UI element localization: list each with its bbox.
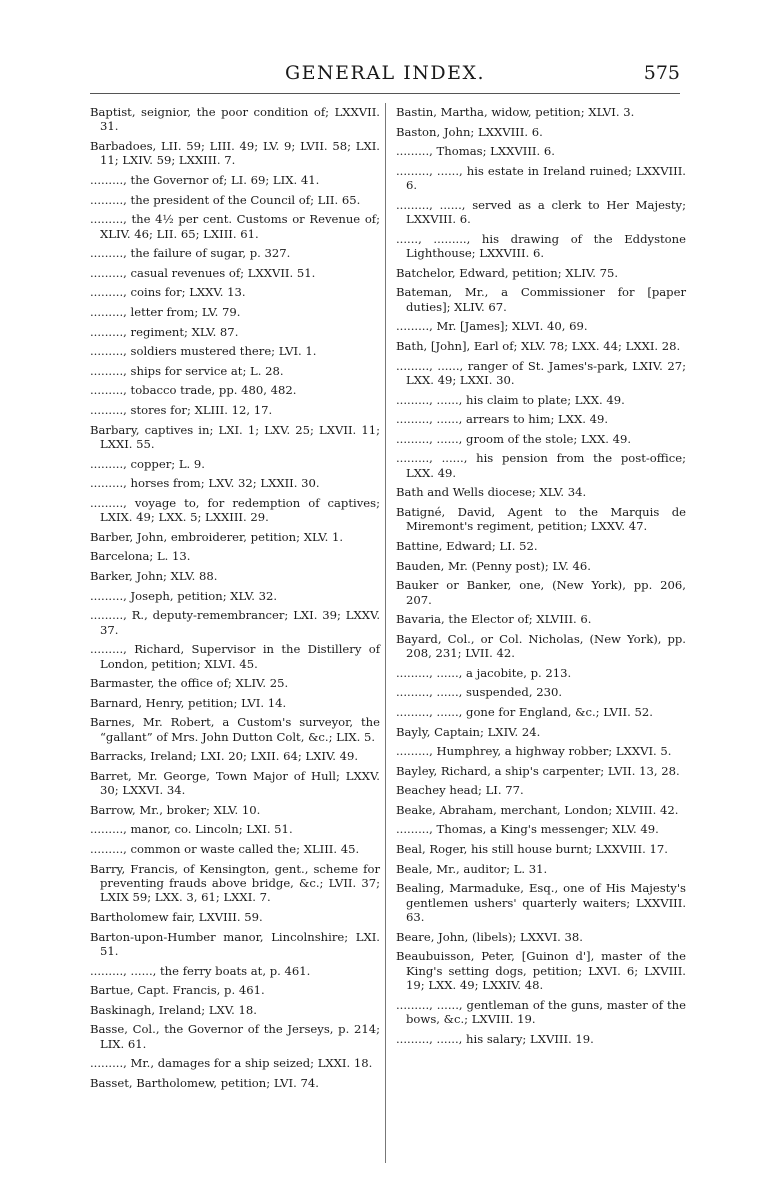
index-entry: ........., ......, his estate in Ireland ruined; LXXVIII. 6. bbox=[396, 163, 686, 193]
index-entry: Barbary, captives in; LXI. 1; LXV. 25; LXVII. 11; LXXI. 55. bbox=[90, 422, 380, 451]
index-entry: Barry, Francis, of Kensington, gent., scheme for preventing frauds above bridge, &c.; LVII. 37; LXIX 59; LXX. 3, 61; LXXI. 7. bbox=[90, 861, 380, 905]
page-header bbox=[90, 62, 680, 96]
index-entry: Beake, Abraham, merchant, London; XLVIII. 42. bbox=[396, 802, 679, 817]
index-entry: Barrow, Mr., broker; XLV. 10. bbox=[90, 802, 261, 817]
index-entry: ........., coins for; LXXV. 13. bbox=[90, 285, 246, 300]
index-entry: ........., casual revenues of; LXXVII. 51. bbox=[90, 265, 316, 280]
index-entry: ........., R., deputy-remembrancer; LXI. 39; LXXV. 37. bbox=[90, 608, 380, 637]
index-entry: Bayard, Col., or Col. Nicholas, (New York), pp. 208, 231; LVII. 42. bbox=[396, 631, 686, 661]
index-entry: ........., ......, groom of the stole; LXX. 49. bbox=[396, 431, 632, 446]
index-entry: ........., stores for; XLIII. 12, 17. bbox=[90, 402, 273, 417]
index-entry: ........., ......, arrears to him; LXX. 49. bbox=[396, 412, 609, 427]
index-entry: Beale, Mr., auditor; L. 31. bbox=[396, 861, 548, 876]
index-entry: Bateman, Mr., a Commissioner for [paper duties]; XLIV. 67. bbox=[396, 285, 686, 314]
index-entry: ........., letter from; LV. 79. bbox=[90, 304, 241, 319]
index-entry: ........., ......, gentleman of the guns, master of the bows, &c.; LXVIII. 19. bbox=[396, 997, 686, 1027]
index-entry: ........., manor, co. Lincoln; LXI. 51. bbox=[90, 822, 293, 837]
index-entry: Beaubuisson, Peter, [Guinon d'], master of the King's setting dogs, petition; LXVI. 6; LXVIII. 19; LXX. 49; LXXIV. 48. bbox=[396, 949, 686, 993]
index-entry: Barmaster, the office of; XLIV. 25. bbox=[90, 676, 289, 691]
index-entry: ........., Mr. [James]; XLVI. 40, 69. bbox=[396, 319, 588, 334]
index-entry: ........., common or waste called the; XLIII. 45. bbox=[90, 842, 360, 857]
index-entry: Baskinagh, Ireland; LXV. 18. bbox=[90, 1002, 257, 1017]
index-entry: ........., ......, suspended, 230. bbox=[396, 685, 563, 700]
index-entry: Bealing, Marmaduke, Esq., one of His Majesty's gentlemen ushers' quarterly waiters; LXXVIII. 63. bbox=[396, 881, 686, 925]
index-entry: ........., ......, his salary; LXVIII. 19. bbox=[396, 1031, 594, 1046]
index-entry: Batigné, David, Agent to the Marquis de Miremont's regiment, petition; LXXV. 47. bbox=[396, 504, 686, 534]
index-column-right bbox=[396, 105, 686, 1051]
index-entry: ........., Mr., damages for a ship seized; LXXI. 18. bbox=[90, 1056, 373, 1071]
page-title: GENERAL INDEX. bbox=[284, 62, 486, 84]
index-entry: Beachey head; LI. 77. bbox=[396, 783, 524, 798]
index-entry: ........., ......, the ferry boats at, p. 461. bbox=[90, 963, 311, 978]
index-entry: Bath, [John], Earl of; XLV. 78; LXX. 44; LXXI. 28. bbox=[396, 338, 681, 353]
index-entry: Baston, John; LXXVIII. 6. bbox=[396, 124, 543, 139]
index-entry: Baptist, seignior, the poor condition of; LXXVII. 31. bbox=[90, 105, 380, 134]
index-entry: Bartholomew fair, LXVIII. 59. bbox=[90, 910, 263, 925]
index-entry: Beal, Roger, his still house burnt; LXXVIII. 17. bbox=[396, 842, 668, 857]
index-entry: ........., ......, gone for England, &c.; LVII. 52. bbox=[396, 704, 653, 719]
index-entry: ........., tobacco trade, pp. 480, 482. bbox=[90, 383, 297, 398]
index-entry: Barker, John; XLV. 88. bbox=[90, 568, 218, 583]
index-entry: Battine, Edward; LI. 52. bbox=[396, 538, 538, 553]
index-entry: Bath and Wells diocese; XLV. 34. bbox=[396, 485, 587, 500]
index-entry: ........., horses from; LXV. 32; LXXII. 30. bbox=[90, 476, 320, 491]
index-entry: Barton-upon-Humber manor, Lincolnshire; LXI. 51. bbox=[90, 929, 380, 959]
index-entry: ........., Thomas, a King's messenger; XLV. 49. bbox=[396, 822, 659, 837]
index-entry: Bavaria, the Elector of; XLVIII. 6. bbox=[396, 612, 592, 627]
index-entry: Barcelona; L. 13. bbox=[90, 549, 191, 564]
index-entry: ........., Joseph, petition; XLV. 32. bbox=[90, 588, 278, 603]
page-number: 575 bbox=[643, 62, 680, 84]
index-entry: Basse, Col., the Governor of the Jerseys, p. 214; LIX. 61. bbox=[90, 1022, 380, 1051]
index-entry: ......, ........., his drawing of the Eddystone Lighthouse; LXXVIII. 6. bbox=[396, 231, 686, 261]
index-column-left bbox=[90, 105, 380, 1096]
index-entry: Bayley, Richard, a ship's carpenter; LVII. 13, 28. bbox=[396, 763, 680, 778]
index-entry: Barracks, Ireland; LXI. 20; LXII. 64; LXIV. 49. bbox=[90, 749, 359, 764]
index-entry: Barber, John, embroiderer, petition; XLV. 1. bbox=[90, 529, 344, 544]
index-entry: ........., the 4½ per cent. Customs or Revenue of; XLIV. 46; LII. 65; LXIII. 61. bbox=[90, 212, 380, 241]
index-entry: Basset, Bartholomew, petition; LVI. 74. bbox=[90, 1076, 319, 1091]
index-entry: ........., the failure of sugar, p. 327. bbox=[90, 246, 291, 261]
index-entry: Barbadoes, LII. 59; LIII. 49; LV. 9; LVII. 58; LXI. 11; LXIV. 59; LXXIII. 7. bbox=[90, 139, 380, 168]
index-entry: Barnes, Mr. Robert, a Custom's surveyor, the “gallant” of Mrs. John Dutton Colt, &c.; LIX. 5. bbox=[90, 715, 380, 744]
index-entry: Bastin, Martha, widow, petition; XLVI. 3. bbox=[396, 105, 635, 119]
index-entry: Barnard, Henry, petition; LVI. 14. bbox=[90, 695, 287, 710]
index-entry: Beare, John, (libels); LXXVI. 38. bbox=[396, 929, 583, 944]
index-entry: Bauker or Banker, one, (New York), pp. 206, 207. bbox=[396, 578, 686, 607]
index-entry: ........., ......, a jacobite, p. 213. bbox=[396, 665, 572, 680]
index-entry: ........., ......, his claim to plate; LXX. 49. bbox=[396, 392, 625, 407]
index-entry: ........., the president of the Council of; LII. 65. bbox=[90, 192, 361, 207]
index-entry: Bartue, Capt. Francis, p. 461. bbox=[90, 983, 265, 998]
index-entry: ........., ......, ranger of St. James's-park, LXIV. 27; LXX. 49; LXXI. 30. bbox=[396, 358, 686, 387]
index-entry: ........., Humphrey, a highway robber; LXXVI. 5. bbox=[396, 744, 672, 759]
index-entry: ........., soldiers mustered there; LVI. 1. bbox=[90, 344, 317, 359]
index-entry: ........., Thomas; LXXVIII. 6. bbox=[396, 144, 555, 159]
index-entry: ........., copper; L. 9. bbox=[90, 456, 205, 471]
index-entry: ........., regiment; XLV. 87. bbox=[90, 324, 239, 339]
index-entry: Bauden, Mr. (Penny post); LV. 46. bbox=[396, 558, 591, 573]
index-entry: ........., ships for service at; L. 28. bbox=[90, 363, 284, 378]
column-divider bbox=[385, 103, 386, 1163]
index-entry: ........., voyage to, for redemption of captives; LXIX. 49; LXX. 5; LXXIII. 29. bbox=[90, 495, 380, 525]
index-entry: Batchelor, Edward, petition; XLIV. 75. bbox=[396, 265, 619, 280]
index-entry: ........., ......, served as a clerk to Her Majesty; LXXVIII. 6. bbox=[396, 197, 686, 227]
index-entry: ........., Richard, Supervisor in the Distillery of London, petition; XLVI. 45. bbox=[90, 642, 380, 671]
index-entry: ........., ......, his pension from the post-office; LXX. 49. bbox=[396, 451, 686, 480]
header-rule bbox=[90, 93, 680, 94]
index-entry: ........., the Governor of; LI. 69; LIX. 41. bbox=[90, 173, 320, 187]
index-entry: Bayly, Captain; LXIV. 24. bbox=[396, 724, 541, 739]
index-entry: Barret, Mr. George, Town Major of Hull; LXXV. 30; LXXVI. 34. bbox=[90, 768, 380, 798]
